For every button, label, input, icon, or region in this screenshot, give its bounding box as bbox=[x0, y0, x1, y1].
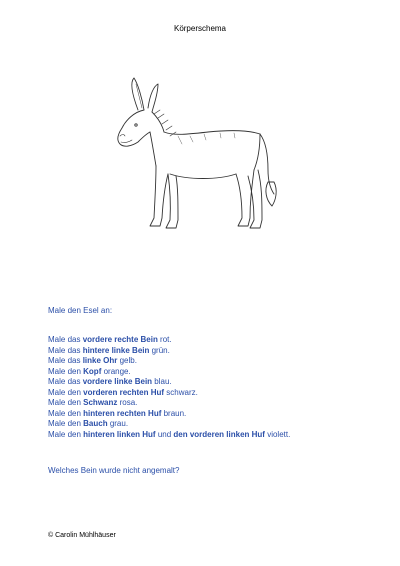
copyright-notice: © Carolin Mühlhäuser bbox=[48, 532, 116, 539]
instruction-item: Male das linke Ohr gelb. bbox=[48, 356, 137, 365]
instruction-item: Male den Schwanz rosa. bbox=[48, 398, 138, 407]
instruction-list bbox=[48, 335, 378, 440]
page-title: Körperschema bbox=[173, 24, 227, 33]
instruction-item: Male das vordere linke Bein blau. bbox=[48, 377, 172, 386]
instruction-item: Male den hinteren rechten Huf braun. bbox=[48, 408, 187, 418]
instruction-item: Male das vordere rechte Bein rot. bbox=[48, 335, 172, 344]
instruction-item: Male den hinteren linken Huf und den vorderen linken Huf violett. bbox=[48, 429, 291, 439]
instruction-item: Male das hintere linke Bein grün. bbox=[48, 345, 170, 355]
instruction-item: Male den Kopf orange. bbox=[48, 366, 131, 376]
question-text: Welches Bein wurde nicht angemalt? bbox=[48, 466, 180, 475]
donkey-sketch-icon bbox=[108, 70, 288, 245]
instruction-item: Male den Bauch grau. bbox=[48, 419, 129, 428]
intro-text: Male den Esel an: bbox=[48, 306, 113, 315]
instruction-item: Male den vorderen rechten Huf schwarz. bbox=[48, 387, 198, 397]
